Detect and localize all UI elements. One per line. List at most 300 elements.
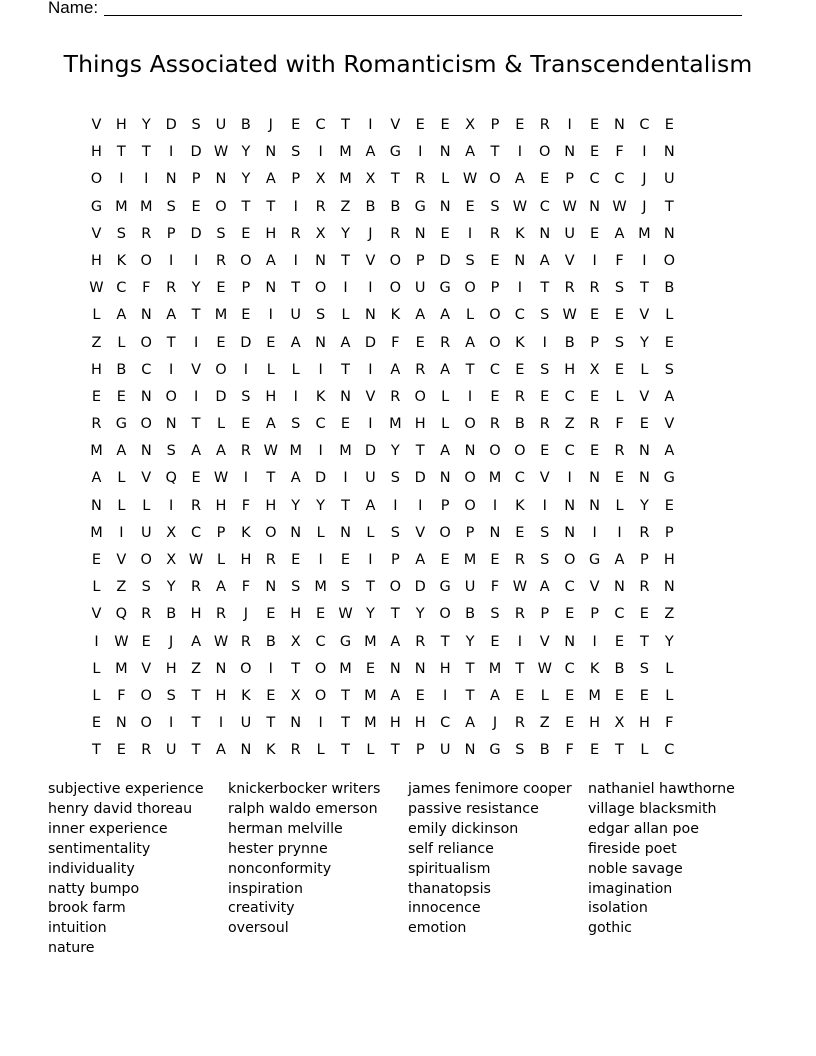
- grid-letter[interactable]: A: [465, 144, 475, 161]
- grid-letter[interactable]: N: [514, 252, 526, 269]
- grid-letter[interactable]: L: [665, 660, 674, 677]
- grid-letter[interactable]: T: [390, 171, 400, 188]
- grid-letter[interactable]: E: [216, 280, 226, 297]
- grid-letter[interactable]: B: [564, 334, 575, 351]
- grid-letter[interactable]: R: [390, 225, 401, 242]
- grid-letter[interactable]: O: [563, 552, 576, 568]
- grid-letter[interactable]: N: [115, 715, 127, 732]
- grid-letter[interactable]: V: [639, 307, 650, 324]
- grid-letter[interactable]: E: [639, 606, 649, 623]
- grid-letter[interactable]: E: [589, 742, 600, 759]
- grid-letter[interactable]: U: [240, 715, 252, 732]
- grid-letter[interactable]: D: [215, 388, 227, 405]
- grid-letter[interactable]: I: [318, 715, 323, 732]
- grid-letter[interactable]: N: [140, 307, 152, 324]
- grid-letter[interactable]: Z: [564, 416, 575, 433]
- grid-letter[interactable]: C: [315, 416, 326, 433]
- grid-letter[interactable]: E: [664, 497, 674, 514]
- grid-letter[interactable]: O: [489, 443, 501, 460]
- grid-letter[interactable]: L: [665, 687, 674, 704]
- grid-letter[interactable]: O: [140, 552, 152, 568]
- grid-letter[interactable]: I: [418, 497, 423, 514]
- grid-letter[interactable]: N: [638, 443, 650, 460]
- grid-letter[interactable]: E: [589, 225, 600, 242]
- grid-letter[interactable]: R: [141, 225, 152, 242]
- grid-letter[interactable]: P: [664, 524, 674, 541]
- grid-letter[interactable]: T: [291, 280, 301, 297]
- grid-letter[interactable]: W: [562, 307, 577, 324]
- grid-letter[interactable]: E: [540, 443, 550, 460]
- grid-letter[interactable]: E: [316, 606, 326, 623]
- grid-letter[interactable]: H: [414, 715, 426, 732]
- grid-letter[interactable]: T: [341, 117, 350, 133]
- grid-letter[interactable]: C: [664, 742, 675, 759]
- grid-letter[interactable]: N: [663, 579, 675, 596]
- grid-letter[interactable]: O: [314, 687, 327, 704]
- grid-letter[interactable]: E: [589, 144, 600, 161]
- grid-letter[interactable]: H: [265, 225, 277, 242]
- grid-letter[interactable]: O: [464, 280, 476, 297]
- grid-letter[interactable]: S: [141, 579, 151, 596]
- grid-letter[interactable]: O: [215, 198, 227, 215]
- grid-letter[interactable]: I: [567, 117, 572, 133]
- grid-letter[interactable]: R: [215, 606, 227, 623]
- grid-letter[interactable]: E: [340, 552, 351, 568]
- grid-letter[interactable]: T: [341, 715, 350, 732]
- grid-letter[interactable]: S: [540, 552, 550, 568]
- grid-letter[interactable]: E: [116, 388, 126, 405]
- grid-letter[interactable]: I: [368, 361, 373, 378]
- grid-letter[interactable]: V: [539, 633, 550, 650]
- grid-letter[interactable]: Y: [639, 497, 649, 514]
- grid-letter[interactable]: R: [191, 497, 202, 514]
- grid-letter[interactable]: E: [415, 334, 425, 351]
- grid-letter[interactable]: A: [216, 742, 226, 759]
- grid-letter[interactable]: X: [465, 117, 476, 133]
- grid-letter[interactable]: A: [340, 334, 351, 351]
- grid-letter[interactable]: T: [415, 443, 425, 460]
- grid-letter[interactable]: M: [364, 633, 377, 650]
- grid-letter[interactable]: T: [191, 307, 201, 324]
- grid-letter[interactable]: U: [663, 171, 675, 188]
- grid-letter[interactable]: O: [389, 252, 402, 269]
- grid-letter[interactable]: E: [191, 470, 201, 487]
- grid-letter[interactable]: T: [116, 144, 126, 161]
- grid-letter[interactable]: E: [639, 687, 649, 704]
- grid-letter[interactable]: N: [140, 388, 152, 405]
- grid-letter[interactable]: S: [191, 117, 201, 133]
- grid-letter[interactable]: E: [365, 660, 375, 677]
- grid-letter[interactable]: P: [291, 171, 301, 188]
- grid-letter[interactable]: L: [441, 388, 450, 405]
- grid-letter[interactable]: E: [614, 307, 625, 324]
- grid-letter[interactable]: E: [266, 606, 276, 623]
- grid-letter[interactable]: E: [540, 388, 550, 405]
- grid-letter[interactable]: E: [614, 687, 625, 704]
- grid-letter[interactable]: S: [291, 416, 301, 433]
- grid-letter[interactable]: I: [368, 117, 373, 133]
- grid-letter[interactable]: P: [490, 117, 500, 133]
- grid-letter[interactable]: B: [166, 606, 177, 623]
- grid-letter[interactable]: I: [467, 225, 473, 242]
- grid-letter[interactable]: I: [94, 633, 99, 650]
- grid-letter[interactable]: D: [364, 443, 376, 460]
- grid-letter[interactable]: J: [169, 633, 174, 650]
- grid-letter[interactable]: H: [290, 606, 302, 623]
- grid-letter[interactable]: F: [615, 416, 624, 433]
- grid-letter[interactable]: X: [166, 552, 177, 568]
- grid-letter[interactable]: N: [564, 497, 576, 514]
- grid-letter[interactable]: I: [443, 687, 448, 704]
- grid-letter[interactable]: O: [140, 687, 152, 704]
- grid-letter[interactable]: I: [218, 715, 224, 732]
- grid-letter[interactable]: S: [614, 334, 625, 351]
- grid-letter[interactable]: V: [589, 579, 600, 596]
- grid-letter[interactable]: S: [166, 687, 176, 704]
- grid-letter[interactable]: O: [464, 497, 476, 514]
- grid-letter[interactable]: T: [639, 280, 649, 297]
- grid-letter[interactable]: P: [540, 606, 550, 623]
- grid-letter[interactable]: E: [291, 117, 301, 133]
- grid-letter[interactable]: I: [169, 715, 174, 732]
- grid-letter[interactable]: E: [91, 715, 102, 732]
- grid-letter[interactable]: B: [465, 606, 476, 623]
- grid-letter[interactable]: I: [617, 524, 622, 541]
- grid-letter[interactable]: A: [614, 552, 625, 568]
- grid-letter[interactable]: R: [539, 117, 550, 133]
- grid-letter[interactable]: P: [166, 225, 176, 242]
- grid-letter[interactable]: C: [564, 660, 575, 677]
- grid-letter[interactable]: R: [315, 198, 326, 215]
- grid-letter[interactable]: X: [614, 715, 625, 732]
- grid-letter[interactable]: W: [188, 552, 204, 568]
- grid-letter[interactable]: P: [465, 524, 475, 541]
- grid-letter[interactable]: L: [92, 660, 101, 677]
- grid-letter[interactable]: I: [567, 470, 572, 487]
- grid-letter[interactable]: O: [489, 334, 501, 351]
- grid-letter[interactable]: T: [365, 579, 375, 596]
- grid-letter[interactable]: Z: [191, 660, 202, 677]
- grid-letter[interactable]: I: [293, 198, 298, 215]
- grid-letter[interactable]: M: [90, 524, 103, 541]
- grid-letter[interactable]: N: [364, 307, 376, 324]
- grid-letter[interactable]: W: [512, 198, 528, 215]
- grid-letter[interactable]: Z: [539, 715, 550, 732]
- grid-letter[interactable]: N: [439, 198, 451, 215]
- grid-letter[interactable]: T: [615, 742, 624, 759]
- grid-letter[interactable]: M: [588, 687, 601, 704]
- grid-letter[interactable]: C: [315, 117, 326, 133]
- grid-letter[interactable]: M: [115, 660, 128, 677]
- grid-letter[interactable]: N: [614, 579, 625, 596]
- grid-letter[interactable]: E: [116, 742, 126, 759]
- grid-letter[interactable]: G: [439, 280, 451, 297]
- grid-letter[interactable]: N: [140, 443, 152, 460]
- grid-letter[interactable]: N: [489, 524, 501, 541]
- grid-letter[interactable]: C: [564, 579, 575, 596]
- grid-letter[interactable]: M: [488, 660, 502, 677]
- grid-letter[interactable]: I: [368, 280, 373, 297]
- grid-letter[interactable]: Z: [340, 198, 351, 215]
- grid-letter[interactable]: P: [590, 606, 599, 623]
- grid-letter[interactable]: O: [314, 280, 327, 297]
- grid-letter[interactable]: L: [540, 687, 549, 704]
- grid-letter[interactable]: C: [614, 171, 625, 188]
- grid-letter[interactable]: N: [663, 225, 675, 242]
- grid-letter[interactable]: O: [240, 660, 252, 677]
- grid-letter[interactable]: I: [293, 388, 298, 405]
- grid-letter[interactable]: M: [463, 552, 477, 568]
- grid-letter[interactable]: O: [314, 660, 327, 677]
- grid-letter[interactable]: D: [439, 252, 451, 269]
- grid-letter[interactable]: U: [215, 117, 227, 133]
- grid-letter[interactable]: R: [91, 416, 102, 433]
- grid-letter[interactable]: E: [266, 687, 276, 704]
- grid-letter[interactable]: N: [589, 470, 600, 487]
- grid-letter[interactable]: A: [390, 687, 401, 704]
- grid-letter[interactable]: J: [642, 198, 647, 215]
- grid-letter[interactable]: L: [341, 307, 350, 324]
- grid-letter[interactable]: C: [614, 606, 625, 623]
- grid-letter[interactable]: R: [614, 443, 625, 460]
- grid-letter[interactable]: E: [540, 171, 550, 188]
- grid-letter[interactable]: G: [389, 144, 401, 161]
- grid-letter[interactable]: A: [539, 252, 550, 269]
- grid-letter[interactable]: K: [241, 524, 251, 541]
- grid-letter[interactable]: L: [665, 307, 674, 324]
- grid-letter[interactable]: P: [241, 280, 251, 297]
- grid-letter[interactable]: I: [418, 144, 423, 161]
- grid-letter[interactable]: E: [589, 443, 600, 460]
- grid-letter[interactable]: D: [190, 144, 202, 161]
- grid-letter[interactable]: Y: [166, 579, 176, 596]
- grid-letter[interactable]: S: [490, 606, 500, 623]
- grid-letter[interactable]: O: [663, 252, 675, 269]
- grid-letter[interactable]: S: [166, 443, 176, 460]
- grid-letter[interactable]: H: [439, 660, 451, 677]
- grid-letter[interactable]: R: [639, 524, 650, 541]
- grid-letter[interactable]: A: [290, 470, 301, 487]
- grid-letter[interactable]: R: [240, 633, 251, 650]
- grid-letter[interactable]: P: [565, 171, 575, 188]
- grid-letter[interactable]: L: [615, 388, 624, 405]
- grid-letter[interactable]: A: [390, 633, 401, 650]
- grid-letter[interactable]: A: [514, 171, 525, 188]
- grid-letter[interactable]: R: [415, 633, 426, 650]
- grid-letter[interactable]: O: [489, 171, 501, 188]
- grid-letter[interactable]: E: [415, 117, 425, 133]
- grid-letter[interactable]: Z: [664, 606, 675, 623]
- grid-letter[interactable]: N: [265, 280, 277, 297]
- grid-letter[interactable]: F: [241, 497, 251, 514]
- grid-letter[interactable]: S: [291, 144, 301, 161]
- grid-letter[interactable]: C: [489, 361, 501, 378]
- grid-letter[interactable]: I: [293, 252, 298, 269]
- grid-letter[interactable]: E: [565, 715, 575, 732]
- grid-letter[interactable]: M: [115, 198, 128, 215]
- grid-letter[interactable]: J: [642, 171, 647, 188]
- grid-letter[interactable]: W: [213, 470, 229, 487]
- grid-letter[interactable]: L: [291, 361, 300, 378]
- grid-letter[interactable]: I: [368, 416, 373, 433]
- grid-letter[interactable]: I: [592, 524, 597, 541]
- grid-letter[interactable]: N: [564, 524, 576, 541]
- grid-letter[interactable]: R: [290, 225, 301, 242]
- grid-letter[interactable]: N: [414, 660, 426, 677]
- grid-letter[interactable]: Y: [241, 171, 251, 188]
- grid-letter[interactable]: A: [265, 252, 276, 269]
- grid-letter[interactable]: F: [615, 144, 624, 161]
- grid-letter[interactable]: D: [315, 470, 327, 487]
- grid-letter[interactable]: C: [315, 633, 326, 650]
- grid-letter[interactable]: L: [117, 470, 126, 487]
- grid-letter[interactable]: G: [663, 470, 675, 487]
- grid-letter[interactable]: T: [465, 660, 475, 677]
- grid-letter[interactable]: N: [439, 470, 451, 487]
- grid-letter[interactable]: L: [441, 171, 450, 188]
- grid-letter[interactable]: K: [515, 497, 525, 514]
- grid-letter[interactable]: P: [191, 171, 201, 188]
- grid-letter[interactable]: E: [515, 117, 525, 133]
- grid-letter[interactable]: X: [589, 361, 600, 378]
- grid-letter[interactable]: Y: [141, 117, 151, 133]
- grid-letter[interactable]: F: [241, 579, 251, 596]
- grid-letter[interactable]: T: [92, 742, 101, 759]
- grid-letter[interactable]: R: [589, 416, 600, 433]
- grid-letter[interactable]: D: [190, 225, 202, 242]
- grid-letter[interactable]: S: [116, 225, 126, 242]
- grid-letter[interactable]: S: [390, 470, 400, 487]
- grid-letter[interactable]: I: [517, 633, 522, 650]
- grid-letter[interactable]: M: [488, 470, 502, 487]
- grid-letter[interactable]: P: [216, 524, 226, 541]
- grid-letter[interactable]: Y: [365, 606, 375, 623]
- grid-letter[interactable]: A: [166, 307, 177, 324]
- grid-letter[interactable]: I: [318, 552, 323, 568]
- grid-letter[interactable]: R: [514, 715, 525, 732]
- grid-letter[interactable]: E: [614, 633, 625, 650]
- grid-letter[interactable]: E: [490, 252, 500, 269]
- grid-letter[interactable]: N: [265, 144, 277, 161]
- grid-letter[interactable]: E: [415, 687, 425, 704]
- grid-letter[interactable]: T: [515, 660, 525, 677]
- grid-letter[interactable]: A: [664, 443, 675, 460]
- grid-letter[interactable]: C: [141, 361, 152, 378]
- grid-letter[interactable]: O: [489, 307, 501, 324]
- grid-letter[interactable]: A: [390, 361, 401, 378]
- grid-letter[interactable]: B: [664, 280, 675, 297]
- grid-letter[interactable]: A: [91, 470, 102, 487]
- grid-letter[interactable]: V: [141, 660, 152, 677]
- grid-letter[interactable]: O: [464, 416, 476, 433]
- grid-letter[interactable]: A: [365, 144, 376, 161]
- grid-letter[interactable]: N: [663, 144, 675, 161]
- grid-letter[interactable]: D: [414, 470, 426, 487]
- grid-letter[interactable]: L: [216, 416, 226, 433]
- grid-letter[interactable]: I: [592, 252, 597, 269]
- grid-letter[interactable]: Y: [191, 280, 201, 297]
- grid-letter[interactable]: N: [315, 252, 327, 269]
- grid-letter[interactable]: A: [440, 307, 451, 324]
- grid-letter[interactable]: O: [414, 388, 426, 405]
- grid-letter[interactable]: A: [465, 334, 475, 351]
- grid-letter[interactable]: R: [141, 742, 152, 759]
- grid-letter[interactable]: R: [639, 579, 650, 596]
- grid-letter[interactable]: B: [265, 633, 276, 650]
- grid-letter[interactable]: I: [268, 307, 273, 324]
- grid-letter[interactable]: H: [165, 660, 177, 677]
- grid-letter[interactable]: T: [266, 470, 276, 487]
- grid-letter[interactable]: M: [314, 579, 327, 596]
- grid-letter[interactable]: A: [415, 307, 426, 324]
- grid-letter[interactable]: L: [216, 552, 226, 568]
- grid-letter[interactable]: G: [439, 579, 451, 596]
- grid-letter[interactable]: R: [141, 606, 152, 623]
- grid-letter[interactable]: S: [639, 660, 649, 677]
- grid-letter[interactable]: E: [490, 388, 500, 405]
- grid-letter[interactable]: N: [464, 742, 476, 759]
- grid-letter[interactable]: M: [339, 171, 352, 188]
- grid-letter[interactable]: T: [390, 606, 400, 623]
- grid-letter[interactable]: R: [489, 416, 500, 433]
- grid-letter[interactable]: T: [191, 687, 201, 704]
- grid-letter[interactable]: N: [215, 171, 227, 188]
- grid-letter[interactable]: B: [240, 117, 251, 133]
- grid-letter[interactable]: S: [465, 252, 475, 269]
- grid-letter[interactable]: O: [539, 144, 551, 161]
- grid-letter[interactable]: R: [215, 252, 227, 269]
- grid-letter[interactable]: E: [241, 416, 251, 433]
- grid-letter[interactable]: T: [291, 660, 301, 677]
- grid-letter[interactable]: L: [640, 361, 649, 378]
- grid-letter[interactable]: I: [542, 334, 547, 351]
- grid-letter[interactable]: T: [191, 416, 201, 433]
- grid-letter[interactable]: L: [316, 524, 325, 541]
- grid-letter[interactable]: O: [240, 252, 252, 269]
- grid-letter[interactable]: N: [439, 144, 451, 161]
- grid-letter[interactable]: N: [564, 633, 576, 650]
- grid-letter[interactable]: V: [539, 470, 550, 487]
- grid-letter[interactable]: O: [439, 606, 451, 623]
- grid-letter[interactable]: N: [389, 660, 401, 677]
- grid-letter[interactable]: M: [364, 687, 377, 704]
- grid-letter[interactable]: X: [166, 524, 177, 541]
- grid-letter[interactable]: K: [241, 687, 251, 704]
- grid-letter[interactable]: U: [365, 470, 376, 487]
- grid-letter[interactable]: T: [490, 144, 500, 161]
- grid-letter[interactable]: R: [514, 606, 525, 623]
- grid-letter[interactable]: S: [540, 361, 550, 378]
- grid-letter[interactable]: M: [339, 660, 352, 677]
- grid-letter[interactable]: N: [165, 171, 177, 188]
- grid-letter[interactable]: T: [266, 198, 276, 215]
- grid-letter[interactable]: M: [638, 225, 651, 242]
- grid-letter[interactable]: I: [144, 171, 149, 188]
- grid-letter[interactable]: H: [240, 552, 252, 568]
- grid-letter[interactable]: B: [365, 198, 376, 215]
- grid-letter[interactable]: I: [193, 252, 199, 269]
- grid-letter[interactable]: V: [564, 252, 575, 269]
- grid-letter[interactable]: T: [166, 334, 176, 351]
- grid-letter[interactable]: H: [115, 117, 127, 133]
- grid-letter[interactable]: U: [290, 307, 302, 324]
- grid-letter[interactable]: V: [91, 606, 102, 623]
- grid-letter[interactable]: P: [415, 252, 425, 269]
- grid-letter[interactable]: R: [290, 742, 301, 759]
- grid-letter[interactable]: X: [315, 225, 326, 242]
- grid-letter[interactable]: T: [241, 198, 251, 215]
- grid-letter[interactable]: T: [664, 198, 674, 215]
